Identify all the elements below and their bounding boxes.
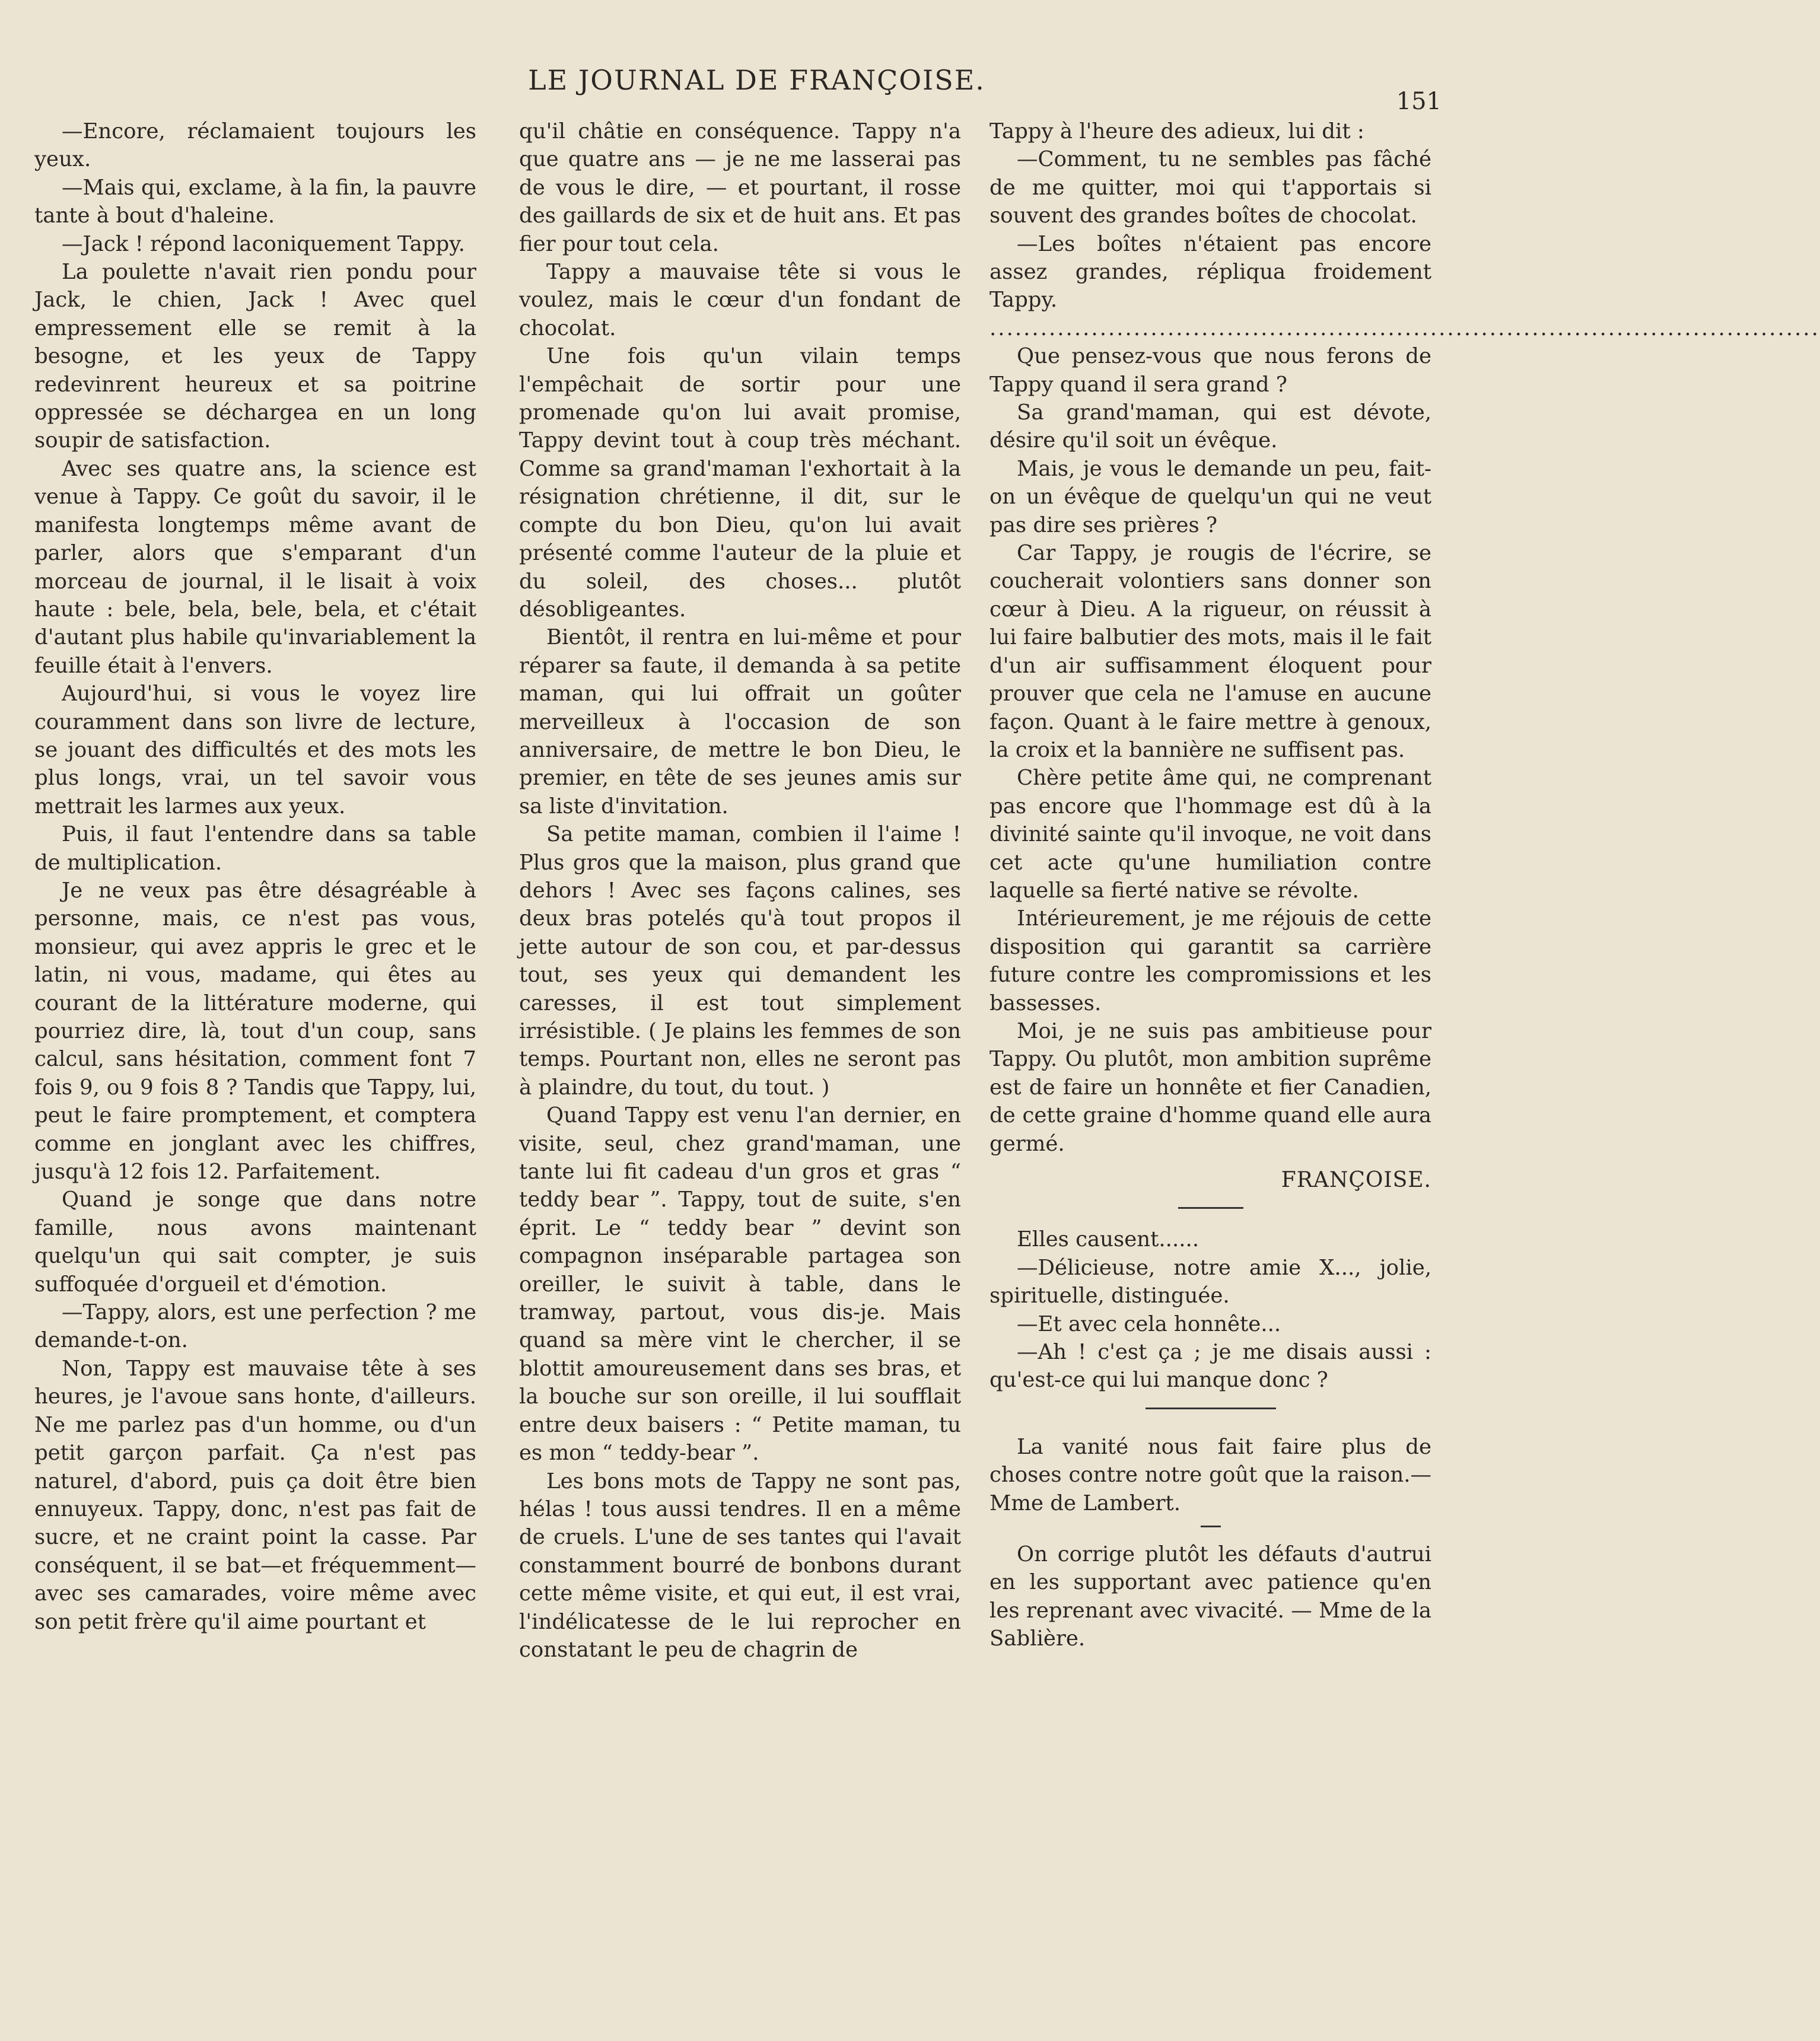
paragraph: —Jack ! répond laconiquement Tappy. <box>62 231 465 256</box>
anecdote-line: Elles causent...... <box>1017 1227 1199 1252</box>
paragraph: Chère petite âme qui, ne comprenant pas encore que l'hommage est dû à la divinité sainte qu'il invoque, ne voit dans cet acte qu'une humiliation contre laquelle sa fierté native se révolte. <box>989 766 1431 903</box>
paragraph: Une fois qu'un vilain temps l'empêchait de sortir pour une promenade qu'on lui avait promise, Tappy devint tout à coup très méchant. Comme sa grand'maman l'exhortait à la résignation chrétienne, il dit, sur le compte du bon Dieu, qu'on lui avait présenté comme l'auteur de la pluie et du soleil, des choses... plutôt désobligeantes. <box>519 344 961 622</box>
divider <box>1178 1207 1243 1209</box>
divider <box>1201 1526 1221 1527</box>
page-number: 151 <box>1396 88 1442 115</box>
paragraph: Tappy à l'heure des adieux, lui dit : <box>989 119 1364 144</box>
paragraph: Sa grand'maman, qui est dévote, désire qu'il soit un évêque. <box>989 400 1431 453</box>
paragraph: Aujourd'hui, si vous le voyez lire couramment dans son livre de lecture, se jouant des difficultés et des mots les plus longs, vrai, un tel savoir vous mettrait les larmes aux yeux. <box>34 682 476 819</box>
paragraph: —Les boîtes n'étaient pas encore assez grandes, répliqua froidement Tappy. <box>989 231 1431 313</box>
paragraph: —Comment, tu ne sembles pas fâché de me quitter, moi qui t'apportais si souvent des grandes boîtes de chocolat. <box>989 147 1431 228</box>
running-head: LE JOURNAL DE FRANÇOISE. <box>528 64 985 96</box>
paragraph: Sa petite maman, combien il l'aime ! Plus gros que la maison, plus grand que dehors ! Avec ses façons calines, ses deux bras potelés qu'à tout propos il jette autour de son cou, et par-dessus tout, ses yeux qui demandent les caresses, il est tout simplement irrésistible. ( Je plains les femmes de son temps. Pourtant non, elles ne seront pas à plaindre, du tout, du tout. ) <box>519 822 961 1100</box>
paragraph: Intérieurement, je me réjouis de cette disposition qui garantit sa carrière future contre les compromissions et les bassesses. <box>989 906 1431 1015</box>
anecdote-line: —Ah ! c'est ça ; je me disais aussi : qu'est-ce qui lui manque donc ? <box>989 1340 1431 1393</box>
paragraph: Quand je songe que dans notre famille, nous avons maintenant quelqu'un qui sait compter, je suis suffoquée d'orgueil et d'émotion. <box>34 1187 476 1297</box>
anecdote-line: —Et avec cela honnête... <box>1017 1311 1281 1336</box>
paragraph: Tappy a mauvaise tête si vous le voulez, mais le cœur d'un fondant de chocolat. <box>519 260 961 340</box>
paragraph: qu'il châtie en conséquence. Tappy n'a que quatre ans — je ne me lasserai pas de vous le dire, — et pourtant, il rosse des gaillards de six et de huit ans. Et pas fier pour tout cela. <box>519 119 961 256</box>
paragraph: —Tappy, alors, est une perfection ? me demande-t-on. <box>34 1300 476 1353</box>
paragraph: —Mais qui, exclame, à la fin, la pauvre tante à bout d'haleine. <box>34 175 476 228</box>
paragraph: La poulette n'avait rien pondu pour Jack, le chien, Jack ! Avec quel empressement elle se remit à la besogne, et les yeux de Tappy redevinrent heureux et sa poitrine oppressée se déchargea en un long soupir de satisfaction. <box>34 260 476 453</box>
column-2 <box>519 117 961 1664</box>
paragraph: Que pensez-vous que nous ferons de Tappy quand il sera grand ? <box>989 344 1431 397</box>
quotation: On corrige plutôt les défauts d'autrui en les supportant avec patience qu'en les reprenant avec vivacité. — Mme de la Sablière. <box>989 1542 1431 1651</box>
paragraph: Mais, je vous le demande un peu, fait-on un évêque de quelqu'un qui ne veut pas dire ses prières ? <box>989 456 1431 537</box>
column-1 <box>34 117 476 1636</box>
dotted-separator: .................................................................................................. <box>989 316 1820 340</box>
divider <box>1146 1408 1276 1409</box>
paragraph: Car Tappy, je rougis de l'écrire, se coucherait volontiers sans donner son cœur à Dieu. A la rigueur, on réussit à lui faire balbutier des mots, mais il le fait d'un air suffisamment éloquent pour prouver que cela ne l'amuse en aucune façon. Quant à le faire mettre à genoux, la croix et la bannière ne suffisent pas. <box>989 541 1431 762</box>
paragraph: Avec ses quatre ans, la science est venue à Tappy. Ce goût du savoir, il le manifesta longtemps même avant de parler, alors que s'emparant d'un morceau de journal, il le lisait à voix haute : bele, bela, bele, bela, et c'était d'autant plus habile qu'invariablement la feuille était à l'envers. <box>34 456 476 678</box>
paragraph: Je ne veux pas être désagréable à personne, mais, ce n'est pas vous, monsieur, qui avez appris le grec et le latin, ni vous, madame, qui êtes au courant de la littérature moderne, qui pourriez dire, là, tout d'un coup, sans calcul, sans hésitation, comment font 7 fois 9, ou 9 fois 8 ? Tandis que Tappy, lui, peut le faire promptement, et comptera comme en jonglant avec les chiffres, jusqu'à 12 fois 12. Parfaitement. <box>34 878 476 1185</box>
paragraph: Non, Tappy est mauvaise tête à ses heures, je l'avoue sans honte, d'ailleurs. Ne me parlez pas d'un homme, ou d'un petit garçon parfait. Ça n'est pas naturel, d'abord, puis ça doit être bien ennuyeux. Tappy, donc, n'est pas fait de sucre, et ne craint point la casse. Par conséquent, il se bat—et fréquemment—avec ses camarades, voire même avec son petit frère qu'il aime pourtant et <box>34 1356 476 1634</box>
column-3 <box>989 117 1820 1653</box>
paragraph: —Encore, réclamaient toujours les yeux. <box>34 119 476 172</box>
paragraph: Quand Tappy est venu l'an dernier, en visite, seul, chez grand'maman, une tante lui fit cadeau d'un gros et gras “ teddy bear ”. Tappy, tout de suite, s'en éprit. Le “ teddy bear ” devint son compagnon inséparable partagea son oreiller, le suivit à table, dans le tramway, partout, vous dis-je. Mais quand sa mère vint le chercher, il se blottit amoureusement dans ses bras, et la bouche sur son oreille, il lui soufflait entre deux baisers : “ Petite maman, tu es mon “ teddy-bear ”. <box>519 1103 961 1466</box>
quotation: La vanité nous fait faire plus de choses contre notre goût que la raison.—Mme de Lambert. <box>989 1434 1431 1515</box>
paragraph: Moi, je ne suis pas ambitieuse pour Tappy. Ou plutôt, mon ambition suprême est de faire un honnête et fier Canadien, de cette graine d'homme quand elle aura germé. <box>989 1018 1431 1156</box>
paragraph: Les bons mots de Tappy ne sont pas, hélas ! tous aussi tendres. Il en a même de cruels. L'une de ses tantes qui l'avait constamment bourré de bonbons durant cette même visite, et qui eut, il est vrai, l'indélicatesse de le lui reprocher en constatant le peu de chagrin de <box>519 1469 961 1662</box>
author-signature: FRANÇOISE. <box>1281 1168 1431 1193</box>
paragraph: Puis, il faut l'entendre dans sa table de multiplication. <box>34 822 476 875</box>
paragraph: Bientôt, il rentra en lui-même et pour réparer sa faute, il demanda à sa petite maman, qui lui offrait un goûter merveilleux à l'occasion de son anniversaire, de mettre le bon Dieu, le premier, en tête de ses jeunes amis sur sa liste d'invitation. <box>519 625 961 819</box>
anecdote-line: —Délicieuse, notre amie X..., jolie, spirituelle, distinguée. <box>989 1255 1431 1308</box>
